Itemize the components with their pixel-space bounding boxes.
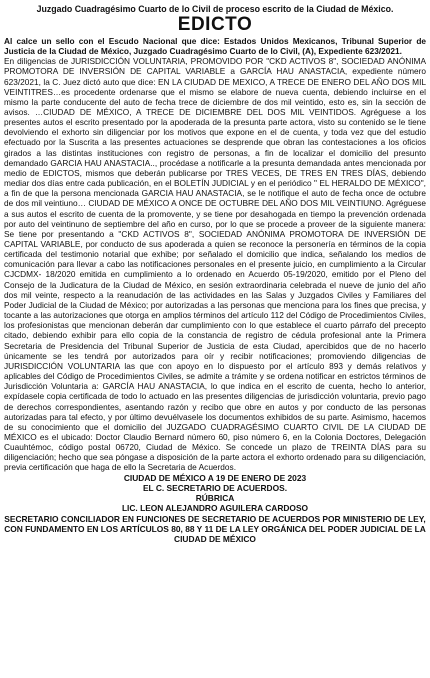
seal-paragraph: Al calce un sello con el Escudo Nacional que dice: Estados Unidos Mexicanos, Tribunal Superior de Justicia de la Ciudad de México, Juzgado Cuadragésimo Cuarto de lo Civil, (A), Expediente 623/2021. — [4, 36, 426, 57]
rubrica-label: RÚBRICA — [195, 493, 235, 504]
edict-page — [4, 2, 426, 674]
edict-title: EDICTO — [177, 14, 253, 35]
signer-position: EL C. SECRETARIO DE ACUERDOS. — [142, 482, 288, 493]
signer-footer: SECRETARIO CONCILIADOR EN FUNCIONES DE SECRETARIO DE ACUERDOS POR MINISTERIO DE LEY, CON FUNDAMENTO EN LOS ARTÍCULOS 80, 88 Y 11 DE LA LEY ORGÁNICA DEL PODER JUDICIAL DE LA CIUDAD DE MÉXICO — [4, 513, 426, 545]
court-header: Juzgado Cuadragésimo Cuarto de lo Civil de proceso escrito de la Ciudad de México. — [36, 4, 394, 14]
edict-body: En diligencias de JURISDICCIÓN VOLUNTARIA, PROMOVIDO POR "CKD ACTIVOS 8", SOCIEDAD ANÓNIMA PROMOTORA DE INVERSIÓN DE CAPITAL VARIABLE a GARCÍA HAU ANASTACIA, expediente número 623/2021, la C. Juez dictó auto que dice: EN LA CIUDAD DE MEXICO, A TRECE DE ENERO DEL AÑO DOS MIL VEINTITRES…es procedente ordenarse que el mismo se elabore de nueva cuenta, debiendo incluirse en el mismo la parte conducente del auto de fecha trece de diciembre de dos mil veintido, esto es, sin la sección de avisos. …CIUDAD DE MÉXICO, A TRECE DE DICIEMBRE DEL DOS MIL VEINTIDOS. Agréguese a los presentes autos el escrito presentado por la apoderada de la presunta parte actora, visto su contenido se le tiene devolviendo el exhorto sin diligenciar por los motivos que expone en el de cuenta, y toda vez que del estudio efectuado por la Suscrita a las presentes actuaciones se desprende que obran las contestaciones a los oficios girados a las distintas instituciones con registro de personas, a fin de localizar el domicilio del presunto demandado GARCIA HAU ANASTACIA.., procédase a notificarle a la presunta demandada antes mencionada por medio de EDICTOS, mismos que deberán publicarse por TRES VECES, DE TRES EN TRES DÍAS, debiendo mediar dos días entre cada publicación, en el BOLETÍN JUDICIAL y en el periódico " EL HERALDO DE MÉXICO", a fin de que la persona mencionada GARCIA HAU ANASTACIA, se le notifique el auto de fecha once de octubre de dos mil veintiuno… CIUDAD DE MÉXICO A ONCE DE OCTUBRE DEL AÑO DOS MIL VEINTIUNO. Agréguese a sus autos el escrito de cuenta de la promovente, y se tiene por desahogada en tiempo la prevención ordenada por auto del veintinuno de septiembre del año en curso, por lo que se procede a proveer de la siguiente manera: Se tiene por presentando a "CKD ACTIVOS 8", SOCIEDAD ANÓNIMA PROMOTORA DE INVERSIÓN DE CAPITAL VARIABLE, por conducto de sus apoderada a quien se reconoce la personería en términos de la copia certificada del testimonio notarial que exhibe; por señalado el domicilio que indica, señalando los medios de comunicación para llevar a cabo las notificaciones personales en el presente juicio, en cumplimiento a la Circular CJCDMX- 18/2020 emitida en cumplimiento a lo ordenado en Acuerdo 05-19/2020, emitido por el Pleno del Consejo de la Judicatura de la Ciudad de México, en sesión extraordinaria celebrada el nueve de junio del año dos mil veinte, respecto a la reanudación de las actividades en las Salas y Juzgados Civiles y Familiares del Poder Judicial de la Ciudad de México; por autorizadas a las personas que menciona para los fines que precisa, y tocante a las autorizaciones que otorga en amplios términos del artículo 112 del Código de Procedimientos Civiles, los profesionistas que mencionan deberán dar cumplimiento con lo que establece el cuarto párrafo del precepto citado, debiendo exhibir para ello copia de la constancia de registro de cédula profesional ante la Primera Secretaria de Presidencia del Tribunal Superior de Justicia de esta Ciudad, apercibidos que de no hacerlo únicamente se les tendrá por autorizados para oír y recibir notificaciones; promoviendo diligencias de JURISDICCIÓN VOLUNTARIA las que con apoyo en lo dispuesto por el artículo 893 y demás relativos y aplicables del Código de Procedimientos Civiles, se admite a trámite y se ordena notificar en estrictos términos de Jurisdicción Voluntaria a: GARCÍA HAU ANASTACIA, lo que indica en el escrito de cuenta, hecho lo anterior, expídasele copia certificada de todo lo actuado en las presentes diligencias de jurisdicción voluntaria, previo pago de derechos correspondientes, asentando razón y recibo que obre en autos y por conducto de las personas autorizadas para tal efecto, y por último devuélvasele los documentos exhibidos de su parte. Asimismo, hacemos de su conocimiento que el domicilio del JUZGADO CUADRAGÉSIMO CUARTO CIVIL DE LA CIUDAD DE MÉXICO es el ubicado: Doctor Claudio Bernard número 60, piso número 6, en la Colonia Doctores, Delegación Cuauhtémoc, código postal 06720, Ciudad de México. Se concede un plazo de TREINTA DÍAS para su diligenciación; hecho que sea póngase a disposición de la parte actora el exhorto ordenado para su diligenciación, previa certificación que haga de ello la Secretaria de Acuerdos. — [4, 56, 426, 473]
signature-block — [4, 473, 426, 545]
signer-name: LIC. LEON ALEJANDRO AGUILERA CARDOSO — [121, 503, 309, 514]
place-date: CIUDAD DE MÉXICO A 19 DE ENERO DE 2023 — [123, 472, 307, 483]
